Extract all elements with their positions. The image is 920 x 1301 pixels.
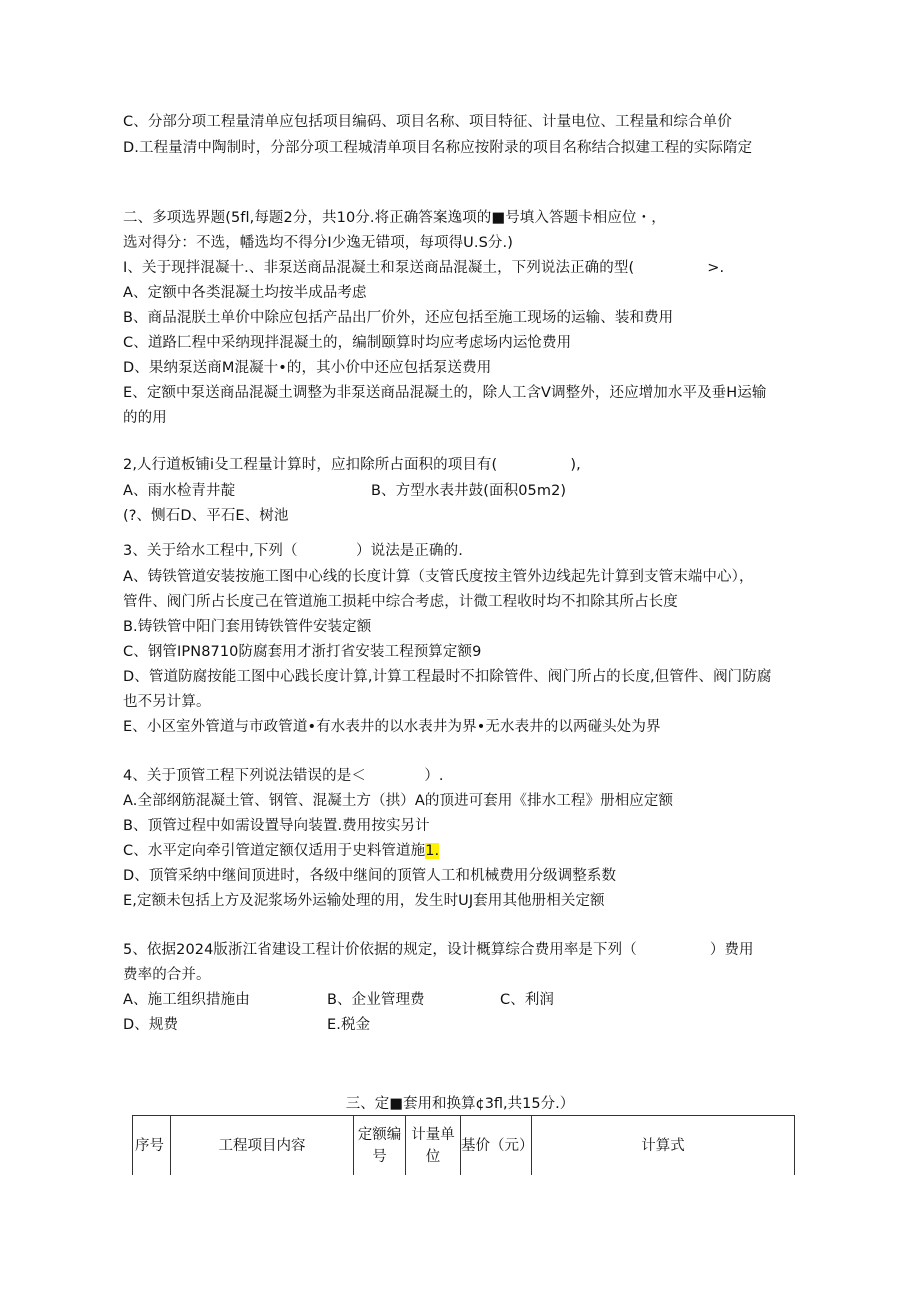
calculation-table (132, 1115, 795, 1175)
section-heading: 二、多项选界题(5fl,每题2分，共10分.将正确答案逸项的■号填入答题卡相应位・， (123, 210, 666, 226)
table-header-row (133, 1116, 795, 1176)
option-e: E,定额未包括上方及泥浆场外运输处理的用，发生时UJ套用其他册相关定额 (123, 893, 605, 909)
option-c-text: C、水平定向牵引管道定额仅适用于史料管道施 (123, 843, 426, 859)
text-line: D.工程量清中陶制时，分部分项工程城清单项目名称应按附录的项目名称结合拟建工程的实际隋定 (123, 140, 753, 156)
option-c: C、利润 (500, 992, 555, 1008)
table-title: 三、定■套用和换算¢3fl,共15分.） (345, 1096, 575, 1112)
option-b: B、顶管过程中如需设置导向装置.费用按实另计 (123, 818, 430, 834)
option-c: C、钢管IPN8710防腐套用才浙打省安装工程预算定额9 (123, 644, 482, 660)
option-a: A、定额中各类混凝土均按半成品考虑 (123, 285, 367, 301)
option-d: D、管道防腐按能工图中心践长度计算,计算工程最时不扣除管件、阀门所占的长度,但管件、阀门防腐 (123, 669, 772, 685)
question-2: 2,人行道板铺i殳工程量计算时，应扣除所占面积的项目有( ), (123, 457, 581, 473)
option-d: D、果纳泵送商M混凝十•的，其小价中还应包括泵送费用 (123, 360, 492, 376)
header-formula: 计算式 (532, 1116, 795, 1176)
option-c (123, 841, 439, 861)
header-price: 基价（元） (461, 1116, 532, 1176)
header-code: 定额编号 (354, 1116, 406, 1176)
text-line: 也不另计算。 (123, 694, 211, 710)
header-seq: 序号 (133, 1116, 171, 1176)
text-line: 选对得分：不选，幡选均不得分I少逸无错项，每项得U.S分.) (123, 235, 513, 251)
option-b: B.铸铁管中阳门套用铸铁管件安装定额 (123, 619, 372, 635)
highlight-mark: 1. (425, 843, 440, 859)
option-b: B、方型水表井鼓(面积05m2) (371, 483, 567, 499)
option-e: E、小区室外管道与市政管道•有水表井的以水表井为界•无水表井的以两碰头处为界 (123, 719, 661, 735)
text-line: C、分部分项工程量清单应包括项目编码、项目名称、项目特征、计量电位、工程量和综合单价 (123, 114, 732, 130)
option-a: A.全部纲筋混凝土管、钢管、混凝土方（拱）A的顶进可套用《排水工程》册相应定额 (123, 793, 674, 809)
option-a: A、雨水检青井靛 (123, 483, 236, 499)
question-3: 3、关于给水工程中,下列（ ）说法是正确的. (123, 543, 463, 559)
text-line: 管件、阀门所占长度己在管道施工损耗中综合考虑，计微工程收时均不扣除其所占长度 (123, 594, 678, 610)
option-a: A、施工组织措施由 (123, 992, 250, 1008)
options-cde: (?、恻石D、平石E、树池 (123, 508, 289, 524)
header-content: 工程项目内容 (171, 1116, 354, 1176)
text-line: 费率的合并。 (123, 967, 211, 983)
option-c: C、道路匚程中采纳现拌混凝土的，编制颐算时均应考虑场内运怆费用 (123, 335, 572, 351)
header-unit: 计量单位 (406, 1116, 461, 1176)
question-4: 4、关于顶管工程下列说法错误的是＜ ）. (123, 768, 444, 784)
option-b: B、商品混朕土单价中除应包括产品出厂价外，还应包括至施工现场的运输、装和费用 (123, 310, 674, 326)
option-d: D、规费 (123, 1017, 179, 1033)
question-5: 5、依据2024版浙江省建设工程计价依据的规定，设计概算综合费用率是下列（ ）费用 (123, 942, 754, 958)
option-d: D、顶管采纳中继间顶进时，各级中继间的顶管人工和机械费用分级调整系数 (123, 868, 617, 884)
option-b: B、企业管理费 (327, 992, 425, 1008)
option-a: A、铸铁管道安装按施工图中心线的长度计算（支管氏度按主管外边线起先计算到支管末端中心）， (123, 569, 754, 585)
option-e: E、定额中泵送商品混凝土调整为非泵送商品混凝土的，除人工含V调整外，还应增加水平及垂H运输 (123, 385, 767, 401)
option-e: E.税金 (327, 1017, 371, 1033)
text-line: 的的用 (123, 410, 167, 426)
question-1: I、关于现拌混凝十.、非泵送商品混凝土和泵送商品混凝土，下列说法正确的型( >. (123, 260, 725, 276)
